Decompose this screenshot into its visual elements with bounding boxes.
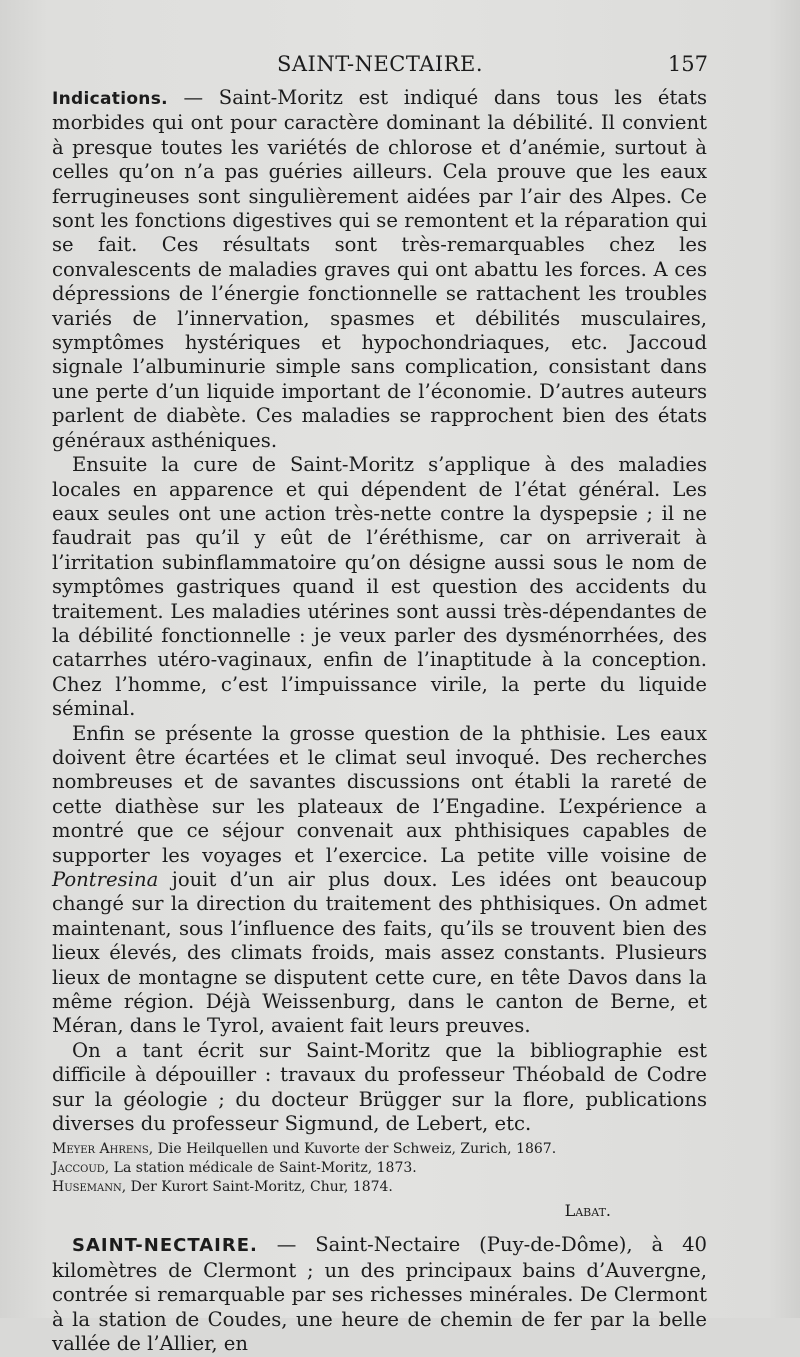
reference-text: , Die Heilquellen und Kuvorte der Schweiz, Zurich, 1867. xyxy=(148,1141,557,1158)
paragraph-text: Enfin se présente la grosse question de la phthisie. Les eaux doivent être écartées et le climat seul invoqué. Des recherches nombreuses et de savantes discussions ont établi la rareté de cette diathèse sur les plateaux de l’Engadine. L’expérience a montré que ce séjour convenait aux phthisiques capables de supporter les voyages et l’exercice. La petite ville voisine de xyxy=(52,721,707,867)
paragraph-text: — Saint-Moritz est indiqué dans tous les états morbides qui ont pour caractère dominant la débilité. Il convient à presque toutes les variétés de chlorose et d’anémie, surtout à celles qu’on n’a pas guéries ailleurs. Cela prouve que les eaux ferrugineuses sont singulièrement aidées par l’air des Alpes. Ce sont les fonctions digestives qui se remontent et la réparation qui se fait. Ces résultats sont très-remarquables chez les convalescents de maladies graves qui ont abattu les forces. A ces dépressions de l’énergie fonctionnelle se rattachent les troubles variés de l’innervation, spasmes et débilités musculaires, symptômes hystériques et hypochondriaques, etc. Jaccoud signale l’albuminurie simple sans complication, consistant dans une perte d’un liquide important de l’économie. D’autres auteurs parlent de diabète. Ces maladies se rapprochent bien des états généraux asthéniques. xyxy=(52,86,707,452)
paragraph-phthisis xyxy=(52,722,707,1039)
running-title: SAINT-NECTAIRE. xyxy=(276,52,484,76)
paragraph-indications xyxy=(52,86,707,453)
paragraph-bibliography xyxy=(52,1039,707,1137)
section-lead-indications: Indications. xyxy=(52,89,168,109)
reference-author: Meyer Ahrens xyxy=(52,1141,149,1158)
reference-text: , Der Kurort Saint-Moritz, Chur, 1874. xyxy=(121,1179,393,1196)
place-name-italic: Pontresina xyxy=(52,868,159,891)
paragraph-text: jouit d’un air plus doux. Les idées ont beaucoup changé sur la direction du traitement des phthisiques. On admet maintenant, sous l’influence des faits, qu’ils se trouvent bien des lieux élevés, des climats froids, mais assez constants. Plusieurs lieux de montagne se disputent cette cure, en tête Davos dans la même région. Déjà Weissenburg, dans le canton de Berne, et Méran, dans le Tyrol, avaient fait leurs preuves. xyxy=(52,868,707,1038)
paragraph-text: Ensuite la cure de Saint-Moritz s’applique à des maladies locales en apparence et qui dépendent de l’état général. Les eaux seules ont une action très-nette contre la dyspepsie ; il ne faudrait pas qu’il y eût de l’éréthisme, car on arriverait à l’irritation subinflammatoire qu’on désigne aussi sous le nom de symptômes gastriques quand il est question des accidents du traitement. Les maladies utérines sont aussi très-dépendantes de la débilité fonctionnelle : je veux parler des dysménorrhées, des catarrhes utéro-vaginaux, enfin de l’inaptitude à la conception. Chez l’homme, c’est l’impuissance virile, la perte du liquide séminal. xyxy=(52,453,707,721)
reference-item xyxy=(52,1178,707,1197)
running-header xyxy=(52,52,708,82)
reference-item xyxy=(52,1140,707,1159)
page-number: 157 xyxy=(667,52,708,76)
body-text xyxy=(52,86,707,1357)
author-signature: Labat. xyxy=(564,1201,611,1221)
reference-text: , La station médicale de Saint-Moritz, 1873. xyxy=(104,1160,417,1177)
entry-saint-nectaire xyxy=(52,1233,707,1356)
reference-list xyxy=(52,1140,707,1197)
reference-item xyxy=(52,1159,707,1178)
paragraph-local-diseases xyxy=(52,453,707,721)
paragraph-text: — Saint-Nectaire (Puy-de-Dôme), à 40 kilomètres de Clermont ; un des principaux bains d’Auvergne, contrée si remarquable par ses richesses minérales. De Clermont à la station de Coudes, une heure de chemin de fer par la belle vallée de l’Allier, en xyxy=(52,1233,707,1356)
entry-heading: SAINT-NECTAIRE. xyxy=(72,1235,258,1257)
reference-author: Husemann xyxy=(52,1179,122,1196)
paragraph-text: On a tant écrit sur Saint-Moritz que la bibliographie est difficile à dépouiller : travaux du professeur Théobald de Codre sur la géologie ; du docteur Brügger sur la flore, publications diverses du professeur Sigmund, de Lebert, etc. xyxy=(52,1038,707,1136)
reference-author: Jaccoud xyxy=(52,1160,105,1177)
